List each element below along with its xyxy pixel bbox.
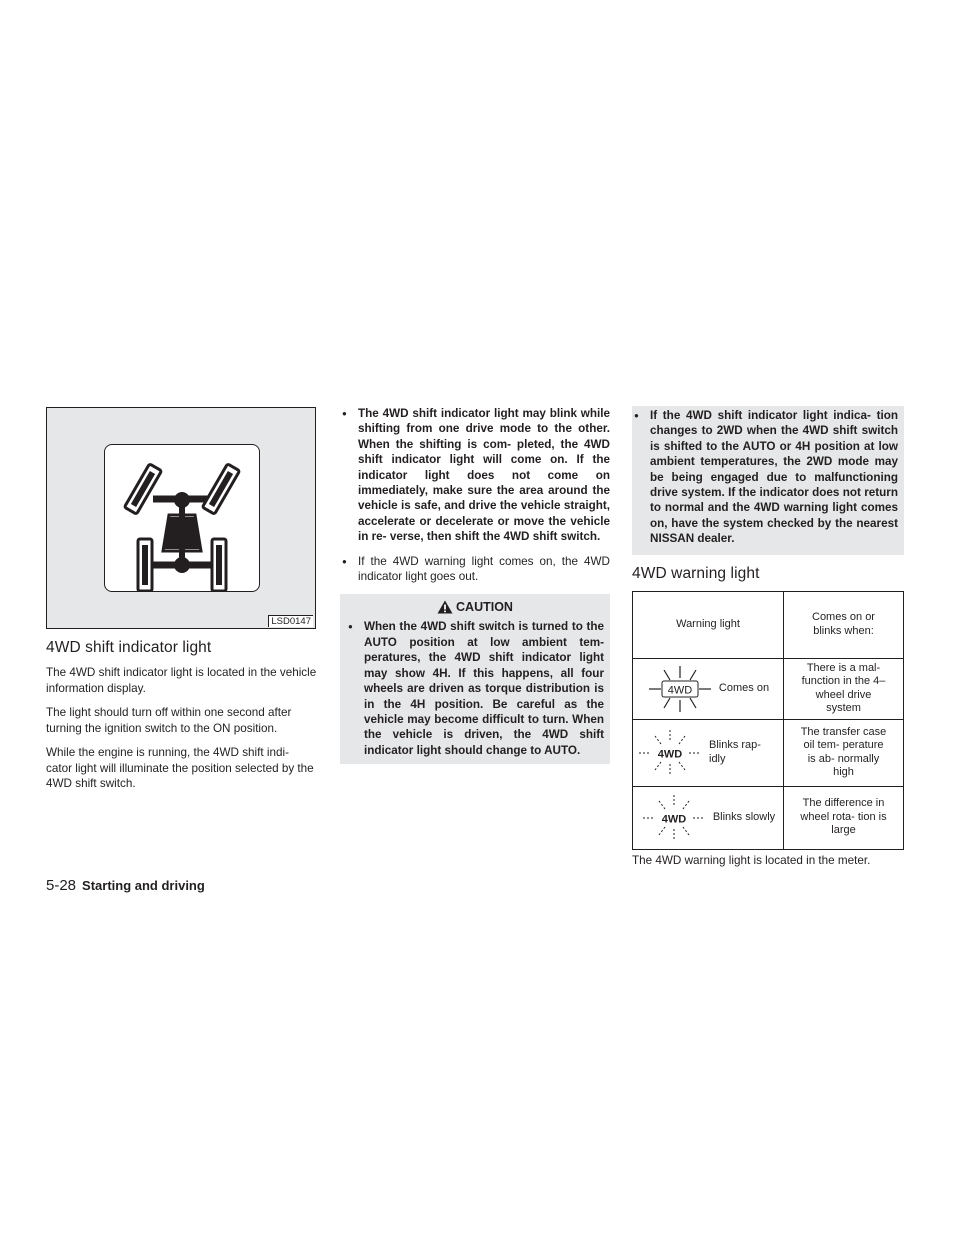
condition-cell: The difference in wheel rota- tion is large: [784, 786, 904, 849]
4wd-warning-blink-slow-icon: [641, 793, 707, 843]
4wd-warning-blink-rapid-icon: [637, 728, 703, 778]
list-item: ● When the 4WD shift switch is turned to the AUTO position at low ambient tem- peratures, the 4WD shift indicator light may show 4H. If this happens, all four wheels are driven as torque distribution is in the 4H position. Be careful as the vehicle may become difficult to turn. When the vehicle is driven, the 4WD shift indicator light should change to AUTO.: [346, 619, 604, 758]
section-heading-shift-indicator: 4WD shift indicator light: [46, 639, 212, 656]
note-box: [632, 406, 904, 555]
figure-4wd-indicator: [46, 407, 316, 629]
table-header-cell: Comes on or blinks when:: [784, 591, 904, 658]
warning-light-table: [632, 591, 904, 850]
column-middle: [340, 406, 610, 764]
state-label: Blinks rap- idly: [709, 739, 761, 765]
table-row: [633, 786, 904, 849]
state-label: Comes on: [718, 681, 770, 694]
condition-cell: The transfer case oil tem- perature is ab- normally high: [784, 719, 904, 786]
note-list: [632, 408, 898, 547]
chapter-title: Starting and driving: [82, 878, 205, 893]
page-number: 5-28: [46, 877, 77, 894]
column-left: [46, 407, 318, 801]
figure-code: LSD0147: [268, 615, 313, 627]
figure-panel: [104, 444, 260, 592]
table-header-cell: Warning light: [633, 591, 784, 658]
table-header-row: [633, 591, 904, 658]
svg-text:4WD: 4WD: [661, 813, 687, 826]
list-item: ● If the 4WD shift indicator light indica- tion changes to 2WD when the 4WD shift switch is shifted to the AUTO or 4H position at low ambient temperatures, the 2WD mode may be being engaged due to malfunctioning drive system. If the indicator does not return to normal and the 4WD warning light comes on, have the system checked by the nearest NISSAN dealer.: [632, 408, 898, 547]
table-row: [633, 719, 904, 786]
condition-cell: There is a mal- function in the 4–wheel drive system: [784, 658, 904, 719]
list-item: ● If the 4WD warning light comes on, the 4WD indicator light goes out.: [340, 554, 610, 585]
svg-text:4WD: 4WD: [657, 748, 683, 761]
caution-list: [346, 619, 604, 758]
table-row: [633, 658, 904, 719]
trailing-note: The 4WD warning light is located in the meter.: [632, 853, 871, 867]
4wd-warning-on-icon: [647, 664, 713, 714]
column-right: [632, 406, 904, 867]
caution-box: [340, 594, 610, 764]
svg-text:4WD: 4WD: [667, 684, 693, 697]
state-label: Blinks slowly: [712, 810, 776, 823]
list-item: ● The 4WD shift indicator light may blink while shifting from one drive mode to the other. When the shifting is com- pleted, the 4WD shift indicator light will come on. If the indicator light does not come on immediately, make sure the area around the vehicle is safe, and drive the vehicle straight, accelerate or decelerate or move the vehicle in re- verse, then shift the 4WD shift switch.: [340, 406, 610, 545]
paragraph: The light should turn off within one second after turning the ignition switch to the ON position.: [46, 706, 292, 735]
caution-title: CAUTION: [456, 600, 513, 615]
paragraph: While the engine is running, the 4WD shift indi- cator light will illuminate the position selected by the 4WD shift switch.: [46, 746, 314, 790]
page-footer: [46, 877, 205, 894]
paragraph: The 4WD shift indicator light is located in the vehicle information display.: [46, 666, 317, 695]
drivetrain-icon: [105, 445, 259, 591]
caution-header: [346, 600, 604, 614]
bullet-list: [340, 406, 610, 584]
warning-triangle-icon: [437, 600, 453, 614]
section-heading-warning-light: 4WD warning light: [632, 564, 760, 582]
